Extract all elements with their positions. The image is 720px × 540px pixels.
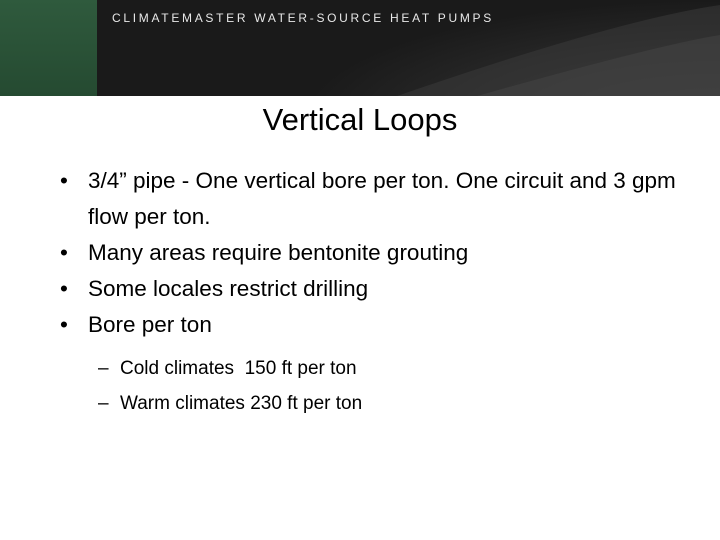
bullet-glyph: • <box>60 312 68 337</box>
bullet-glyph: • <box>60 276 68 301</box>
sub-bullet-item <box>60 351 700 386</box>
bullet-glyph: • <box>60 240 68 265</box>
sub-bullet-glyph: – <box>98 358 109 379</box>
sub-bullet-item <box>60 386 700 421</box>
sub-bullet-glyph: – <box>98 393 109 414</box>
brand-text: CLIMATEMASTER WATER-SOURCE HEAT PUMPS <box>112 11 494 25</box>
bullet-text: 3/4” pipe - One vertical bore per ton. One circuit and 3 gpm flow per ton. <box>88 168 676 229</box>
bullet-glyph: • <box>60 168 68 193</box>
slide-title <box>0 102 720 138</box>
slide-title-text: Vertical Loops <box>262 102 458 137</box>
bullet-text: Bore per ton <box>88 312 212 337</box>
sub-bullet-text: Warm climates 230 ft per ton <box>120 393 363 414</box>
header-banner <box>0 0 720 96</box>
slide-content <box>60 163 700 421</box>
header-green-block <box>0 0 97 96</box>
bullet-item <box>60 163 700 235</box>
sub-bullet-text: Cold climates 150 ft per ton <box>120 358 357 379</box>
bullet-text: Many areas require bentonite grouting <box>88 240 469 265</box>
bullet-item <box>60 235 700 271</box>
bullet-item <box>60 307 700 343</box>
bullet-item <box>60 271 700 307</box>
bullet-text: Some locales restrict drilling <box>88 276 369 301</box>
sub-bullet-list <box>60 351 700 421</box>
